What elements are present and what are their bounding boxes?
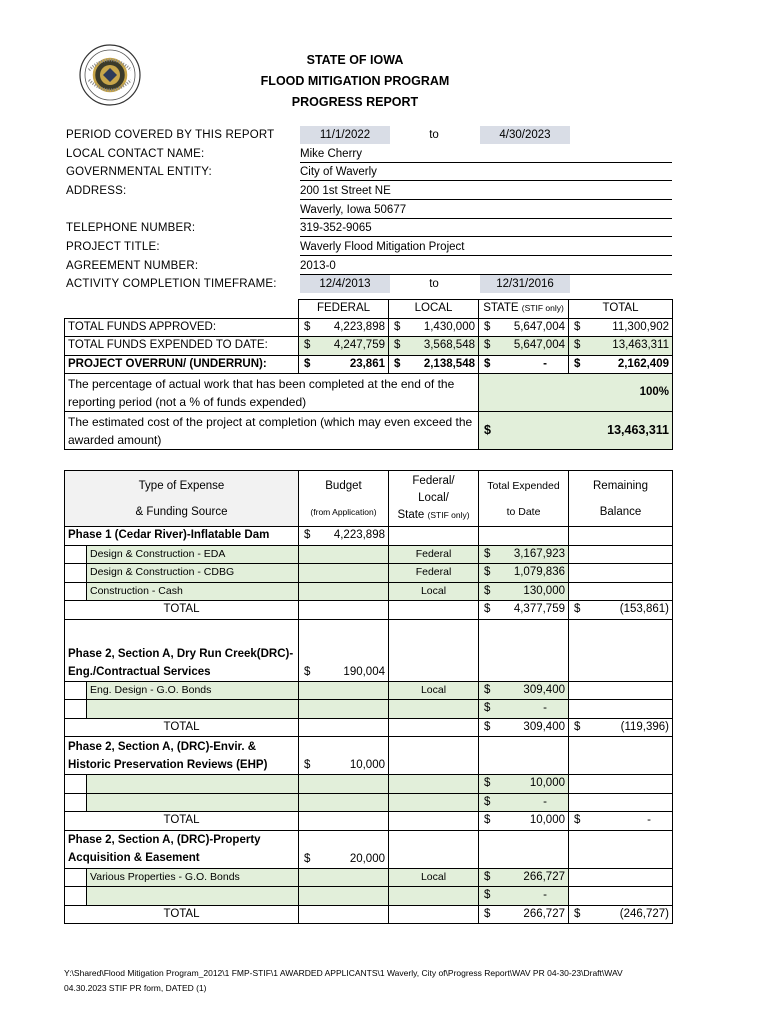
remaining-header [569, 471, 673, 527]
approved-row [65, 318, 673, 337]
agreement-field[interactable]: 2013-0 [300, 257, 672, 275]
timeframe-to: to [429, 278, 439, 290]
phase2-balance-value: (119,396) [620, 720, 669, 733]
period-start-field[interactable]: 11/1/2022 [300, 126, 390, 144]
approved-label: TOTAL FUNDS APPROVED: [65, 318, 299, 337]
blank [569, 737, 673, 775]
phase4-balance [569, 905, 673, 924]
phase3-blank-name[interactable] [87, 793, 299, 812]
phase4-blank-amount[interactable] [479, 887, 569, 906]
phase1-budget-value: 4,223,898 [333, 529, 385, 542]
budget-header-2: (from Application) [310, 506, 377, 517]
phase2-item-value: 309,400 [523, 683, 565, 696]
phase2-blank-row [65, 700, 673, 719]
phase3-blank-row [65, 793, 673, 812]
phase3-balance [569, 812, 673, 831]
indent-cell [65, 545, 87, 564]
entity-row [66, 163, 672, 181]
phase3-blank-value: - [543, 795, 547, 808]
expense-table [64, 470, 673, 924]
dollar-sign: $ [304, 529, 311, 542]
blank [299, 718, 389, 737]
footer-path-1: Y:\Shared\Flood Mitigation Program_2012\1 FMP-STIF\1 AWARDED APPLICANTS\1 Waverly, City of\Progress Report\WAV PR 04-30-23\Draft\WAV [64, 968, 623, 978]
phase1-total-label: TOTAL [65, 601, 299, 620]
funds-header-row [65, 300, 673, 319]
remaining-header-2: Balance [599, 505, 642, 518]
blank [569, 681, 673, 700]
phase1-item-3-value: 130,000 [523, 584, 565, 597]
phase1-item-3-budget[interactable] [299, 582, 389, 601]
blank [569, 868, 673, 887]
project-label: PROJECT TITLE: [66, 241, 160, 253]
phase3-item-row [65, 775, 673, 794]
timeframe-row [66, 275, 672, 293]
approved-total [569, 318, 673, 337]
address-row-2 [66, 201, 672, 219]
col-local: LOCAL [389, 300, 479, 319]
phase1-item-3-amount[interactable] [479, 582, 569, 601]
dollar-sign: $ [484, 814, 491, 827]
phase2-title-1: Phase 2, Section A, Dry Run Creek(DRC)- [68, 647, 294, 660]
approved-state-value: 5,647,004 [513, 320, 565, 333]
phase2-title [65, 619, 299, 681]
phase1-item-1-budget[interactable] [299, 545, 389, 564]
phase3-title [65, 737, 299, 775]
phase4-item-row [65, 868, 673, 887]
dollar-sign: $ [484, 423, 491, 437]
blank [299, 812, 389, 831]
blank [389, 812, 479, 831]
footer-path-2: 04.30.2023 STIF PR form, DATED (1) [64, 983, 207, 993]
dollar-sign: $ [484, 566, 491, 579]
phase3-budget[interactable] [299, 737, 389, 775]
dollar-sign: $ [574, 720, 581, 733]
budget-header-1: Budget [325, 479, 362, 492]
type-header [65, 471, 299, 527]
col-federal: FEDERAL [299, 300, 389, 319]
phase4-blank-value: - [543, 889, 547, 902]
overrun-total [569, 355, 673, 374]
phase1-source-blank [389, 527, 479, 546]
dollar-sign: $ [484, 720, 491, 733]
overrun-row [65, 355, 673, 374]
overrun-local [389, 355, 479, 374]
dollar-sign: $ [394, 357, 401, 370]
type-header-1: Type of Expense [138, 479, 225, 492]
dollar-sign: $ [484, 603, 491, 616]
col-state-text: STATE [483, 302, 519, 315]
expended-state-value: 5,647,004 [513, 339, 565, 352]
expended-header-2: to Date [506, 505, 541, 518]
expended-header-1: Total Expended [487, 479, 560, 492]
dollar-sign: $ [304, 339, 311, 352]
dollar-sign: $ [484, 889, 491, 902]
expended-federal[interactable] [299, 337, 389, 356]
dollar-sign: $ [484, 683, 491, 696]
phase3-item-source[interactable] [389, 775, 479, 794]
dollar-sign: $ [484, 870, 491, 883]
phase1-expended-blank [479, 527, 569, 546]
phase4-title-2: Acquisition & Easement [68, 852, 200, 864]
project-field[interactable]: Waverly Flood Mitigation Project [300, 238, 672, 256]
phase3-total-row [65, 812, 673, 831]
phase2-total-value: 309,400 [523, 720, 565, 733]
expended-label: TOTAL FUNDS EXPENDED TO DATE: [65, 337, 299, 356]
dollar-sign: $ [484, 357, 491, 370]
percent-row [65, 374, 673, 412]
phase3-total-label: TOTAL [65, 812, 299, 831]
blank [569, 775, 673, 794]
expended-row [65, 337, 673, 356]
timeframe-label: ACTIVITY COMPLETION TIMEFRAME: [66, 278, 277, 290]
phone-row [66, 219, 672, 237]
agreement-label: AGREEMENT NUMBER: [66, 260, 199, 272]
phase4-balance-value: (246,727) [619, 907, 669, 920]
funds-blank-cell [65, 300, 299, 319]
percent-text: The percentage of actual work that has been completed at the end of the reporting period (not a % of funds expended) [65, 374, 479, 412]
expended-total [569, 337, 673, 356]
remaining-header-1: Remaining [593, 479, 648, 492]
blank [479, 737, 569, 775]
approved-local[interactable] [389, 318, 479, 337]
overrun-federal-value: 23,861 [349, 357, 385, 370]
phase3-item-name[interactable] [87, 775, 299, 794]
approved-total-value: 11,300,902 [612, 320, 669, 333]
phase1-item-row [65, 545, 673, 564]
address-line1-field[interactable]: 200 1st Street NE [300, 182, 672, 200]
estimate-field[interactable] [479, 412, 673, 450]
estimate-text: The estimated cost of the project at completion (which may even exceed the awarded amount) [65, 412, 479, 450]
type-header-2: & Funding Source [135, 505, 228, 518]
phase4-title [65, 830, 299, 868]
blank [389, 737, 479, 775]
overrun-state-value: - [543, 357, 547, 370]
dollar-sign: $ [304, 665, 311, 678]
dollar-sign: $ [304, 852, 311, 865]
overrun-federal [299, 355, 389, 374]
phase4-item-name[interactable]: Various Properties - G.O. Bonds [87, 868, 299, 887]
title-line-3: PROGRESS REPORT [291, 95, 419, 109]
phase3-title-row [65, 737, 673, 775]
project-row [66, 238, 672, 256]
blank [569, 793, 673, 812]
phase4-budget-value: 20,000 [349, 852, 385, 865]
dollar-sign: $ [574, 603, 581, 616]
phase1-item-3-name[interactable]: Construction - Cash [87, 582, 299, 601]
phase1-balance-blank [569, 527, 673, 546]
phase2-blank-source[interactable] [389, 700, 479, 719]
dollar-sign: $ [574, 907, 581, 920]
address-line2-field[interactable]: Waverly, Iowa 50677 [300, 201, 672, 219]
phase3-blank-budget[interactable] [299, 793, 389, 812]
dollar-sign: $ [484, 547, 491, 560]
col-state [479, 300, 569, 319]
phase2-blank-name[interactable] [87, 700, 299, 719]
dollar-sign: $ [484, 777, 491, 790]
phase4-total-label: TOTAL [65, 905, 299, 924]
phase1-item-2-source[interactable]: Federal [389, 564, 479, 583]
phase3-item-value: 10,000 [529, 777, 565, 790]
phase1-total [479, 601, 569, 620]
phase2-title-row [65, 619, 673, 681]
phase3-total-value: 10,000 [529, 814, 565, 827]
phase1-item-1-source[interactable]: Federal [389, 545, 479, 564]
phase1-budget[interactable] [299, 527, 389, 546]
phase2-item-name[interactable]: Eng. Design - G.O. Bonds [87, 681, 299, 700]
phase1-item-3-source[interactable]: Local [389, 582, 479, 601]
phase1-item-row [65, 582, 673, 601]
indent-cell [65, 700, 87, 719]
indent-cell [65, 582, 87, 601]
phase4-title-row [65, 830, 673, 868]
blank [389, 905, 479, 924]
phase2-total-label: TOTAL [65, 718, 299, 737]
phase1-total-row [65, 601, 673, 620]
phase3-item-budget[interactable] [299, 775, 389, 794]
phase4-budget[interactable] [299, 830, 389, 868]
funds-table [64, 299, 673, 450]
phase4-total-value: 266,727 [523, 907, 565, 920]
phase2-blank-budget[interactable] [299, 700, 389, 719]
phase4-item-value: 266,727 [523, 870, 565, 883]
expended-header [479, 471, 569, 527]
blank [389, 619, 479, 681]
contact-row [66, 145, 672, 163]
phase2-blank-amount[interactable] [479, 700, 569, 719]
expended-state[interactable] [479, 337, 569, 356]
col-total: TOTAL [569, 300, 673, 319]
approved-federal[interactable] [299, 318, 389, 337]
phase1-item-1-balance [569, 545, 673, 564]
dollar-sign: $ [484, 339, 491, 352]
report-title [200, 50, 510, 113]
phase3-title-1: Phase 2, Section A, (DRC)-Envir. & [68, 740, 257, 753]
source-header-1: Federal/ [412, 475, 455, 487]
blank [569, 700, 673, 719]
period-row [66, 126, 672, 144]
phase1-title-row [65, 527, 673, 546]
phase1-balance [569, 601, 673, 620]
blank [299, 601, 389, 620]
phase4-total [479, 905, 569, 924]
dollar-sign: $ [484, 702, 491, 715]
source-header-2: Local/ [418, 492, 449, 504]
dollar-sign: $ [574, 814, 581, 827]
phase4-blank-budget[interactable] [299, 887, 389, 906]
dollar-sign: $ [574, 320, 581, 333]
phase3-blank-source[interactable] [389, 793, 479, 812]
dollar-sign: $ [304, 759, 311, 771]
phase2-balance [569, 718, 673, 737]
phase1-item-2-balance [569, 564, 673, 583]
period-end-field[interactable]: 4/30/2023 [480, 126, 570, 144]
phone-field[interactable]: 319-352-9065 [300, 219, 672, 237]
period-label: PERIOD COVERED BY THIS REPORT [66, 129, 275, 141]
phase2-total [479, 718, 569, 737]
state-seal-icon [79, 44, 141, 106]
phase2-blank-value: - [543, 702, 547, 715]
phase2-total-row [65, 718, 673, 737]
approved-local-value: 1,430,000 [423, 320, 475, 333]
approved-federal-value: 4,223,898 [333, 320, 385, 333]
expense-header-row [65, 471, 673, 527]
budget-header [299, 471, 389, 527]
address-row [66, 182, 672, 200]
estimate-value: 13,463,311 [607, 423, 669, 437]
entity-label: GOVERNMENTAL ENTITY: [66, 166, 212, 178]
phase4-item-amount[interactable] [479, 868, 569, 887]
dollar-sign: $ [304, 320, 311, 333]
expended-local[interactable] [389, 337, 479, 356]
phase4-blank-name[interactable] [87, 887, 299, 906]
indent-cell [65, 564, 87, 583]
contact-label: LOCAL CONTACT NAME: [66, 148, 205, 160]
phase3-balance-value: - [647, 814, 651, 827]
dollar-sign: $ [484, 795, 491, 808]
phase2-item-source[interactable]: Local [389, 681, 479, 700]
phase4-blank-source[interactable] [389, 887, 479, 906]
percent-field[interactable]: 100% [479, 374, 673, 412]
address-label: ADDRESS: [66, 185, 127, 197]
timeframe-end-field[interactable]: 12/31/2016 [480, 275, 570, 293]
blank [569, 887, 673, 906]
phase1-item-1-name[interactable]: Design & Construction - EDA [87, 545, 299, 564]
phase1-balance-value: (153,861) [619, 603, 669, 616]
blank [569, 830, 673, 868]
blank [299, 905, 389, 924]
indent-cell [65, 868, 87, 887]
expended-federal-value: 4,247,759 [333, 339, 385, 352]
dollar-sign: $ [484, 584, 491, 597]
dollar-sign: $ [484, 907, 491, 920]
blank [389, 830, 479, 868]
phase2-item-amount[interactable] [479, 681, 569, 700]
dollar-sign: $ [574, 357, 581, 370]
agreement-row [66, 257, 672, 275]
file-path-footer [64, 966, 704, 996]
phase4-blank-row [65, 887, 673, 906]
blank [479, 619, 569, 681]
phase2-title-2: Eng./Contractual Services [68, 665, 211, 678]
indent-cell [65, 775, 87, 794]
phase2-item-budget[interactable] [299, 681, 389, 700]
blank [569, 619, 673, 681]
phase3-total [479, 812, 569, 831]
phase1-item-2-budget[interactable] [299, 564, 389, 583]
indent-cell [65, 793, 87, 812]
timeframe-start-field[interactable]: 12/4/2013 [300, 275, 390, 293]
phase3-title-2: Historic Preservation Reviews (EHP) [68, 758, 268, 771]
blank [479, 830, 569, 868]
entity-field[interactable]: City of Waverly [300, 163, 672, 181]
phase4-title-1: Phase 2, Section A, (DRC)-Property [68, 834, 261, 846]
blank [389, 601, 479, 620]
indent-cell [65, 887, 87, 906]
overrun-total-value: 2,162,409 [617, 357, 669, 370]
dollar-sign: $ [394, 339, 401, 352]
phase1-title: Phase 1 (Cedar River)-Inflatable Dam [65, 527, 299, 546]
overrun-local-value: 2,138,548 [423, 357, 475, 370]
phase3-blank-amount[interactable] [479, 793, 569, 812]
phase1-item-1-value: 3,167,923 [513, 547, 565, 560]
source-header-note: (STIF only) [427, 510, 470, 520]
phase1-item-2-amount[interactable] [479, 564, 569, 583]
phase2-budget[interactable] [299, 619, 389, 681]
expended-total-value: 13,463,311 [612, 339, 669, 352]
period-to: to [429, 129, 439, 141]
dollar-sign: $ [574, 339, 581, 352]
phase3-item-amount[interactable] [479, 775, 569, 794]
estimate-row [65, 412, 673, 450]
dollar-sign: $ [394, 320, 401, 333]
phase4-item-budget[interactable] [299, 868, 389, 887]
phase1-item-2-value: 1,079,836 [513, 566, 565, 579]
overrun-state [479, 355, 569, 374]
phase4-total-row [65, 905, 673, 924]
title-line-2: FLOOD MITIGATION PROGRAM [260, 74, 450, 88]
phase2-item-row [65, 681, 673, 700]
phase4-item-source[interactable]: Local [389, 868, 479, 887]
phase1-total-value: 4,377,759 [513, 603, 565, 616]
overrun-label: PROJECT OVERRUN/ (UNDERRUN): [65, 355, 299, 374]
dollar-sign: $ [304, 357, 311, 370]
phase2-budget-value: 190,004 [343, 665, 385, 678]
blank [389, 718, 479, 737]
dollar-sign: $ [484, 320, 491, 333]
contact-field[interactable]: Mike Cherry [300, 145, 672, 163]
phase1-item-2-name[interactable]: Design & Construction - CDBG [87, 564, 299, 583]
approved-state[interactable] [479, 318, 569, 337]
expended-local-value: 3,568,548 [423, 339, 475, 352]
phase3-budget-value: 10,000 [349, 759, 385, 771]
title-line-1: STATE OF IOWA [306, 53, 404, 67]
indent-cell [65, 681, 87, 700]
col-state-note: (STIF only) [521, 303, 564, 314]
phase1-item-row [65, 564, 673, 583]
phone-label: TELEPHONE NUMBER: [66, 222, 196, 234]
phase1-item-3-balance [569, 582, 673, 601]
source-header [389, 471, 479, 527]
source-header-3: State [397, 509, 425, 521]
phase1-item-1-amount[interactable] [479, 545, 569, 564]
